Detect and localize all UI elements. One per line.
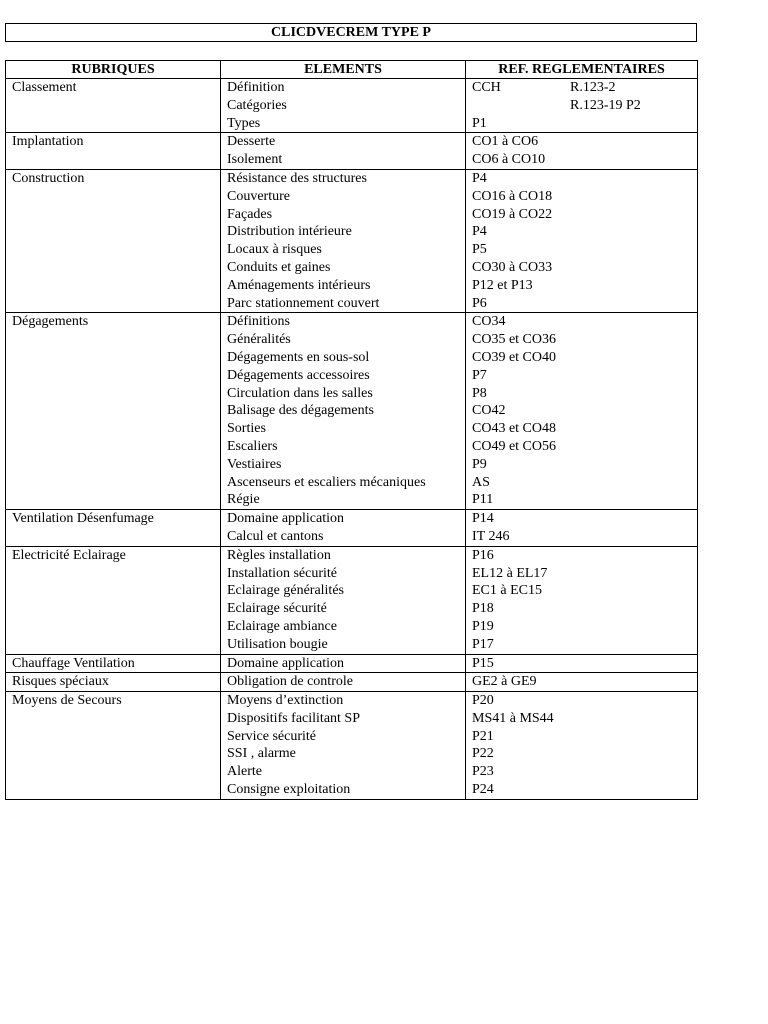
ref-item: P17 [472,636,494,652]
ref-article: R.123-19 P2 [570,97,641,113]
rubrique-cell [6,133,221,170]
rubrique-cell [6,654,221,673]
element-item: Définition [227,80,285,95]
refs-cell [466,692,698,800]
element-item: Domaine application [227,511,345,527]
rubrique-cell [6,546,221,654]
elements-cell [221,133,466,170]
element-item: Balisage des dégagements [227,403,374,419]
ref-article: R.123-2 [570,80,616,95]
rubrique-cell [6,169,221,312]
ref-item: P14 [472,511,494,527]
ref-item: P18 [472,601,494,617]
ref-item: P24 [472,782,494,798]
elements-cell [221,692,466,800]
element-item: Circulation dans les salles [227,385,373,401]
element-item: Types [227,115,261,131]
ref-item: P15 [472,655,494,671]
ref-item: P19 [472,618,494,634]
ref-item: GE2 à GE9 [472,674,537,690]
rubrique-label: Risques spéciaux [12,674,109,690]
table-row [6,313,698,510]
element-item: Moyens d’extinction [227,693,344,709]
element-item: Vestiaires [227,456,282,472]
ref-item: P1 [472,115,487,131]
ref-item: AS [472,474,490,490]
ref-item: P11 [472,492,494,508]
ref-item: CO16 à CO18 [472,188,553,204]
element-item: Catégories [227,97,287,113]
table-row [6,510,698,547]
element-item: Dispositifs facilitant SP [227,710,360,726]
ref-item: CO6 à CO10 [472,152,546,168]
rubrique-label: Moyens de Secours [12,693,122,709]
rubrique-cell [6,673,221,692]
ref-item: P9 [472,456,487,472]
element-item: Isolement [227,152,283,168]
ref-item: CO35 et CO36 [472,332,556,348]
refs-cell [466,546,698,654]
element-item: Eclairage sécurité [227,601,327,617]
header-rubriques: RUBRIQUES [6,61,221,79]
refs-cell [466,654,698,673]
ref-item: P5 [472,242,487,258]
elements-cell [221,654,466,673]
element-item: Eclairage ambiance [227,618,337,634]
ref-item: P21 [472,728,494,744]
ref-item: CO49 et CO56 [472,438,556,454]
element-item: Desserte [227,134,276,150]
refs-cell [466,133,698,170]
refs-cell [466,510,698,547]
element-item: Conduits et gaines [227,259,331,275]
ref-item [472,79,697,97]
refs-cell [466,313,698,510]
table-row [6,692,698,800]
table-row [6,546,698,654]
table-row [6,79,698,133]
ref-item: P22 [472,746,494,762]
refs-cell [466,79,698,133]
ref-item: P12 et P13 [472,277,533,293]
table-row [6,673,698,692]
element-item: SSI , alarme [227,746,296,762]
ref-item: EL12 à EL17 [472,565,548,581]
rubrique-cell [6,510,221,547]
rubrique-label: Implantation [12,134,84,150]
element-item: Locaux à risques [227,242,322,258]
document-title: CLICDVECREM TYPE P [5,23,697,42]
element-item: Alerte [227,764,262,780]
element-item: Règles installation [227,547,331,563]
ref-item: CO34 [472,314,506,330]
element-item: Sorties [227,421,266,437]
rubrique-label: Classement [12,80,77,95]
header-refs: REF. REGLEMENTAIRES [466,61,698,79]
ref-item: P23 [472,764,494,780]
table-row [6,654,698,673]
element-item: Consigne exploitation [227,782,351,798]
element-item: Ascenseurs et escaliers mécaniques [227,474,426,490]
ref-item: P8 [472,385,487,401]
rubrique-label: Dégagements [12,314,89,330]
ref-item: CO42 [472,403,506,419]
element-item: Régie [227,492,260,508]
refs-cell [466,169,698,312]
elements-cell [221,79,466,133]
ref-item [472,97,697,115]
ref-item: P16 [472,547,494,563]
elements-cell [221,546,466,654]
ref-item: P4 [472,224,487,240]
table-body [6,79,698,800]
element-item: Calcul et cantons [227,528,324,544]
table-row [6,169,698,312]
elements-cell [221,510,466,547]
rubrique-label: Ventilation Désenfumage [12,511,154,527]
element-item: Dégagements accessoires [227,367,370,383]
rubrique-label: Chauffage Ventilation [12,655,135,671]
ref-item: CO39 et CO40 [472,349,556,365]
element-item: Aménagements intérieurs [227,277,371,293]
elements-cell [221,169,466,312]
ref-item: CO30 à CO33 [472,259,553,275]
element-item: Service sécurité [227,728,317,744]
header-elements: ELEMENTS [221,61,466,79]
ref-item: P6 [472,295,487,311]
element-item: Utilisation bougie [227,636,328,652]
ref-item: P7 [472,367,487,383]
element-item: Résistance des structures [227,170,367,186]
element-item: Généralités [227,332,291,348]
rubrique-cell [6,692,221,800]
element-item: Parc stationnement couvert [227,295,380,311]
ref-code: CCH [472,80,501,95]
ref-item: EC1 à EC15 [472,583,542,599]
ref-item: IT 246 [472,528,510,544]
refs-cell [466,673,698,692]
element-item: Domaine application [227,655,345,671]
header-row [6,61,698,79]
elements-cell [221,673,466,692]
ref-item: CO19 à CO22 [472,206,553,222]
rubrique-label: Construction [12,170,85,186]
ref-item: CO43 et CO48 [472,421,556,437]
element-item: Façades [227,206,273,222]
table-row [6,133,698,170]
element-item: Couverture [227,188,290,204]
ref-item: MS41 à MS44 [472,710,554,726]
ref-item: P4 [472,170,487,186]
element-item: Dégagements en sous-sol [227,349,370,365]
rubrique-cell [6,79,221,133]
regulations-table [5,60,698,800]
ref-item: CO1 à CO6 [472,134,539,150]
rubrique-cell [6,313,221,510]
element-item: Obligation de controle [227,674,353,690]
ref-item: P20 [472,693,494,709]
rubrique-label: Electricité Eclairage [12,547,126,563]
element-item: Installation sécurité [227,565,338,581]
element-item: Eclairage généralités [227,583,344,599]
element-item: Escaliers [227,438,278,454]
element-item: Distribution intérieure [227,224,352,240]
element-item: Définitions [227,314,290,330]
elements-cell [221,313,466,510]
